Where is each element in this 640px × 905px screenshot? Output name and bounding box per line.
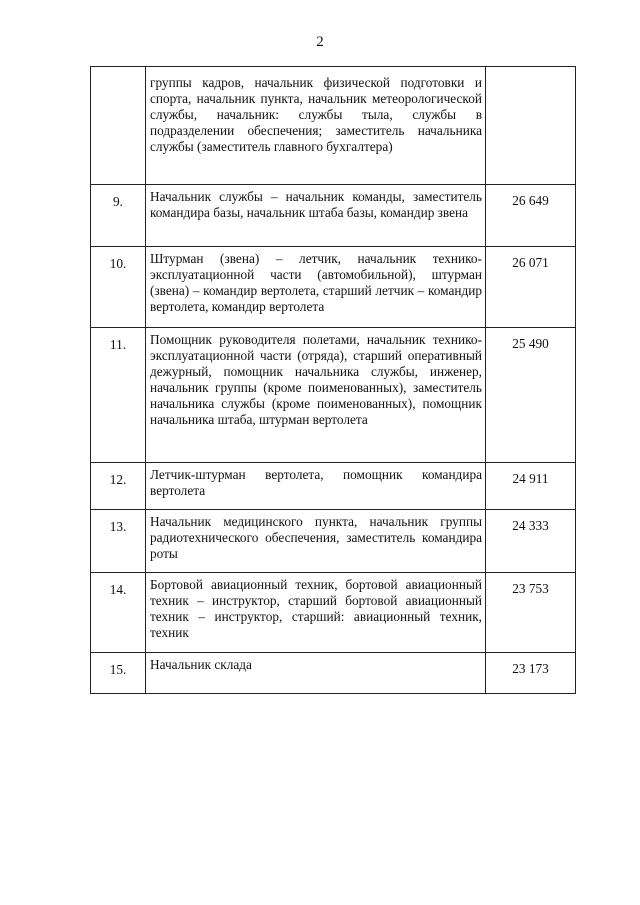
table-row xyxy=(91,653,576,694)
table-row xyxy=(91,328,576,463)
salary-amount: 26 071 xyxy=(486,247,576,328)
row-number: 11. xyxy=(91,328,146,463)
position-description: Помощник руководителя полетами, начальник технико-эксплуатационной части (отряда), старший оперативный дежурный, помощник начальника службы, инженер, начальник группы (кроме поименованных), заместитель начальника службы (кроме поименованных), помощник начальника штаба, штурман вертолета xyxy=(146,328,486,463)
salary-amount: 26 649 xyxy=(486,185,576,247)
salary-amount: 23 753 xyxy=(486,573,576,653)
page-number: 2 xyxy=(316,34,324,50)
table-row xyxy=(91,67,576,185)
position-description: Бортовой авиационный техник, бортовой авиационный техник – инструктор, старший бортовой авиационный техник – инструктор, старший: авиационный техник, техник xyxy=(146,573,486,653)
row-number xyxy=(91,67,146,185)
position-description: Начальник медицинского пункта, начальник группы радиотехнического обеспечения, заместитель командира роты xyxy=(146,510,486,573)
salary-table xyxy=(90,66,576,694)
position-description: Штурман (звена) – летчик, начальник технико-эксплуатационной части (автомобильной), штурман (звена) – командир вертолета, старший летчик – командир вертолета, командир вертолета xyxy=(146,247,486,328)
table-row xyxy=(91,185,576,247)
salary-amount: 23 173 xyxy=(486,653,576,694)
salary-amount: 25 490 xyxy=(486,328,576,463)
row-number: 15. xyxy=(91,653,146,694)
row-number: 14. xyxy=(91,573,146,653)
table-row xyxy=(91,573,576,653)
row-number: 13. xyxy=(91,510,146,573)
position-description: группы кадров, начальник физической подготовки и спорта, начальник пункта, начальник метеорологической службы, начальник: службы тыла, службы в подразделении обеспечения; заместитель начальника службы (заместитель главного бухгалтера) xyxy=(146,67,486,185)
row-number: 9. xyxy=(91,185,146,247)
table-row xyxy=(91,510,576,573)
table-row xyxy=(91,247,576,328)
salary-amount: 24 911 xyxy=(486,463,576,510)
row-number: 10. xyxy=(91,247,146,328)
row-number: 12. xyxy=(91,463,146,510)
salary-amount: 24 333 xyxy=(486,510,576,573)
position-description: Начальник службы – начальник команды, заместитель командира базы, начальник штаба базы, командир звена xyxy=(146,185,486,247)
position-description: Летчик-штурман вертолета, помощник командира вертолета xyxy=(146,463,486,510)
position-description: Начальник склада xyxy=(146,653,486,694)
table-row xyxy=(91,463,576,510)
salary-amount xyxy=(486,67,576,185)
